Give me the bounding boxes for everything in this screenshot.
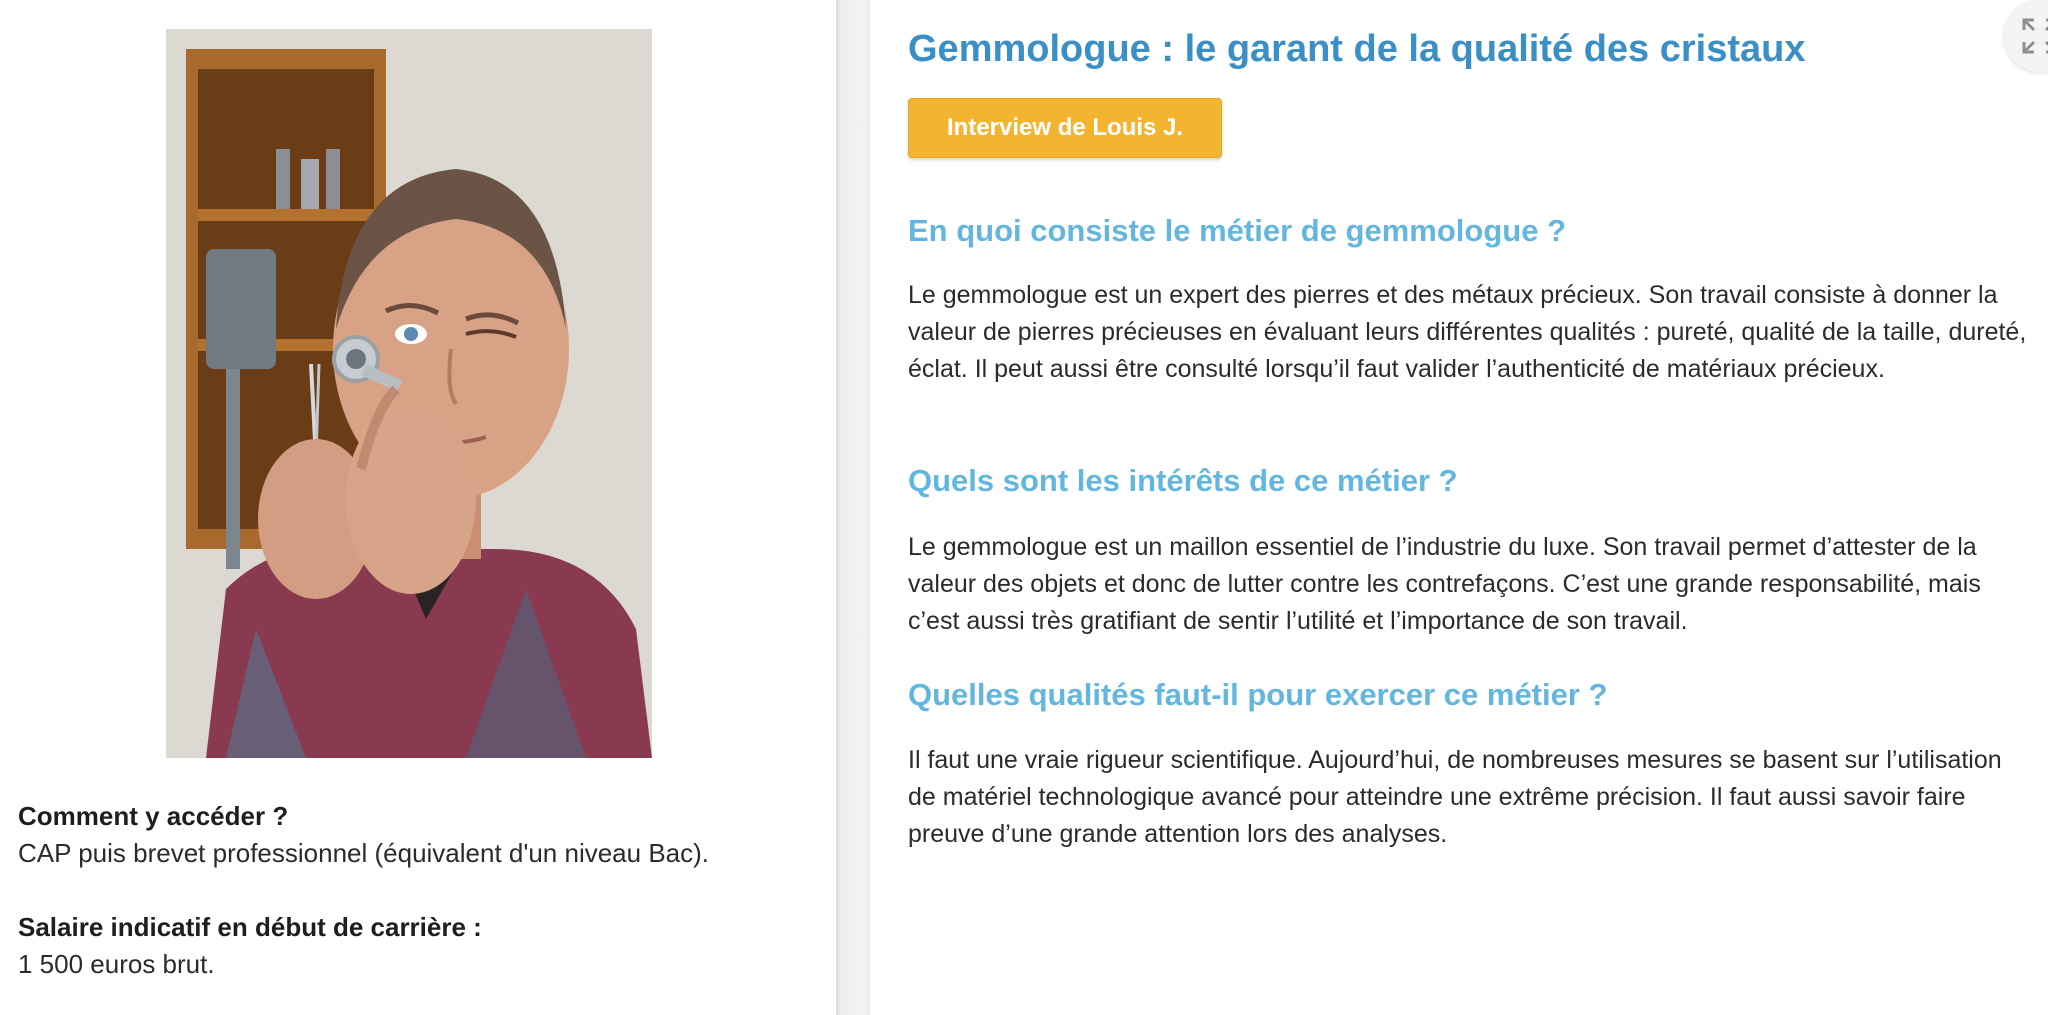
salary-title: Salaire indicatif en début de carrière : bbox=[18, 912, 482, 942]
section-text-role: Le gemmologue est un expert des pierres et des métaux précieux. Son travail consiste à donner la valeur de pierres précieuses en évaluant leurs différentes qualités : pureté, qualité de la taille, dureté, éclat. Il peut aussi être consulté lorsqu’il faut valider l’authenticité de matériaux précieux. bbox=[908, 281, 2027, 383]
section-text-interests: Le gemmologue est un maillon essentiel de l’industrie du luxe. Son travail permet d’attester de la valeur des objets et donc de lutter contre les contrefaçons. C’est une grande responsabilité, mais c’est aussi très gratifiant de sentir l’utilité et l’importance de son travail. bbox=[908, 533, 1981, 635]
section-heading-qualities: Quelles qualités faut-il pour exercer ce métier ? bbox=[908, 677, 1608, 712]
section-heading-role: En quoi consiste le métier de gemmologue ? bbox=[908, 213, 1567, 248]
section-heading-interests: Quels sont les intérêts de ce métier ? bbox=[908, 463, 1458, 498]
access-text: CAP puis brevet professionnel (équivalent d'un niveau Bac). bbox=[18, 838, 710, 868]
article-panel bbox=[870, 0, 2048, 1015]
gemmologist-photo bbox=[166, 29, 652, 758]
section-text-qualities: Il faut une vraie rigueur scientifique. Aujourd’hui, de nombreuses mesures se basent sur l’utilisation de matériel technologique avancé pour atteindre une extrême précision. Il faut aussi savoir faire preuve d’une grande attention lors des analyses. bbox=[908, 746, 2002, 848]
page-title: Gemmologue : le garant de la qualité des cristaux bbox=[908, 28, 1806, 70]
salary-text: 1 500 euros brut. bbox=[18, 949, 215, 979]
left-panel bbox=[0, 0, 836, 1015]
gemmologist-illustration bbox=[166, 29, 652, 758]
interview-button[interactable]: Interview de Louis J. bbox=[908, 98, 1222, 158]
panel-divider bbox=[836, 0, 870, 1015]
access-title: Comment y accéder ? bbox=[18, 801, 289, 831]
access-info bbox=[18, 798, 818, 872]
salary-info bbox=[18, 909, 818, 983]
expand-icon bbox=[2020, 16, 2048, 56]
